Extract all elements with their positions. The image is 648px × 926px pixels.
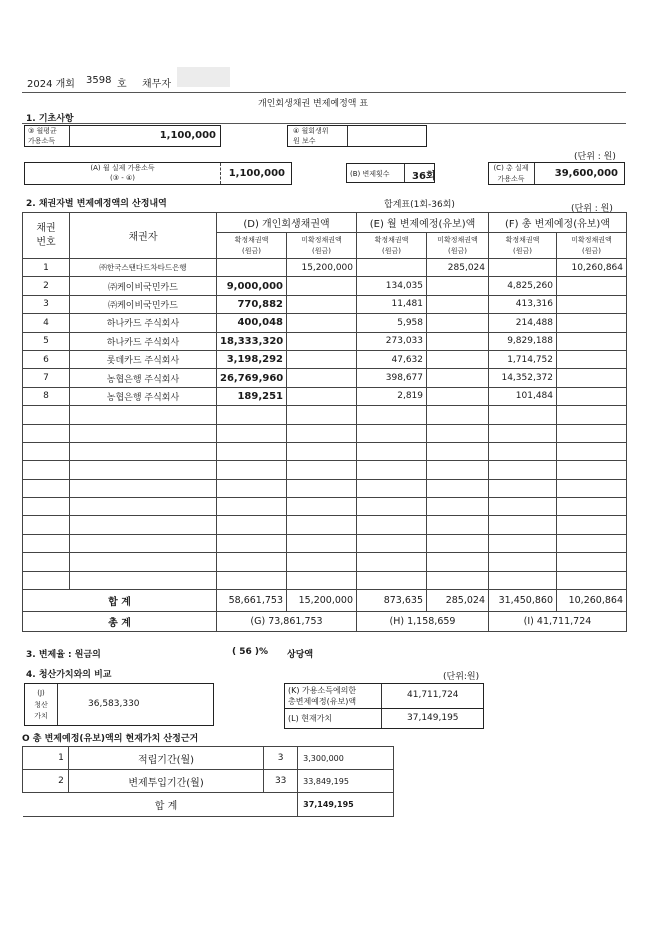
table-row — [23, 387, 627, 405]
cell-e-u — [427, 571, 489, 589]
creditor-name — [70, 553, 217, 571]
creditor-name — [70, 498, 217, 516]
subtotal-d-confirmed: 58,661,753 — [217, 590, 287, 612]
row-number: 8 — [23, 387, 70, 405]
pv-total-label: 합 계 — [68, 793, 263, 817]
cell-e-c — [357, 534, 427, 552]
table-row-empty — [23, 424, 627, 442]
cell-e-c — [357, 461, 427, 479]
pv-row-number: 2 — [23, 770, 69, 793]
table-row-empty — [23, 498, 627, 516]
subtotal-e-unconfirmed: 285,024 — [427, 590, 489, 612]
cell-f-c — [489, 479, 557, 497]
cell-d-u — [287, 277, 357, 295]
row-number — [23, 534, 70, 552]
cell-e-c: 11,481 — [357, 295, 427, 313]
table-row-empty — [23, 553, 627, 571]
present-value-title: O 총 변제예정(유보)액의 현재가치 산정근거 — [22, 734, 199, 744]
creditor-name: 농협은행 주식회사 — [70, 387, 217, 405]
cell-f-c — [489, 498, 557, 516]
redacted-debtor-name — [177, 67, 230, 87]
cell-f-u — [557, 277, 627, 295]
creditor-table — [22, 212, 627, 632]
repay-rate-value: ( 56 )% — [232, 647, 269, 657]
section-basics-title: 1. 기초사항 — [26, 114, 74, 124]
cell-f-u — [557, 369, 627, 387]
box-b — [346, 163, 435, 183]
creditor-name — [70, 479, 217, 497]
cell-d-c — [217, 406, 287, 424]
k-label-1: (K) 가용소득에의한 — [288, 686, 357, 695]
repay-rate-label: 3. 변제율 : 원금의 — [26, 650, 101, 660]
document-title: 개인회생채권 변제예정액 표 — [258, 99, 369, 109]
b-value: 36회 — [412, 171, 436, 182]
cell-f-u — [557, 571, 627, 589]
cell-e-u — [427, 295, 489, 313]
section-creditors-title: 2. 채권자별 변제예정액의 산정내역 — [26, 199, 167, 209]
cell-f-u — [557, 442, 627, 460]
creditor-name: ㈜케이비국민카드 — [70, 277, 217, 295]
cell-e-u — [427, 332, 489, 350]
table-row — [23, 295, 627, 313]
row-number: 7 — [23, 369, 70, 387]
cell-f-c — [489, 461, 557, 479]
pv-row-amount: 3,300,000 — [298, 747, 394, 770]
cell-d-u — [287, 387, 357, 405]
cell-f-c: 4,825,260 — [489, 277, 557, 295]
cell-d-c — [217, 442, 287, 460]
creditor-name — [70, 534, 217, 552]
header-name: 채권자 — [70, 213, 217, 259]
cell-d-u — [287, 553, 357, 571]
row-number — [23, 498, 70, 516]
cell-d-c: 189,251 — [217, 387, 287, 405]
cell-e-u — [427, 442, 489, 460]
cell-f-u — [557, 387, 627, 405]
cell-f-u: 10,260,864 — [557, 259, 627, 277]
pv-row — [23, 747, 394, 770]
table-row — [23, 277, 627, 295]
table-row — [23, 369, 627, 387]
table-row-empty — [23, 516, 627, 534]
c-label-2: 가용소득 — [497, 175, 525, 183]
table-row — [23, 259, 627, 277]
cell-d-c — [217, 259, 287, 277]
cell-f-u — [557, 295, 627, 313]
creditor-name — [70, 516, 217, 534]
cell-d-c: 9,000,000 — [217, 277, 287, 295]
box-c — [488, 162, 625, 185]
cell-f-u — [557, 516, 627, 534]
row-number: 2 — [23, 277, 70, 295]
cell-e-c: 47,632 — [357, 350, 427, 368]
creditor-name — [70, 571, 217, 589]
cell-f-u — [557, 332, 627, 350]
row-number — [23, 571, 70, 589]
cell-f-c: 413,316 — [489, 295, 557, 313]
cell-d-c: 18,333,320 — [217, 332, 287, 350]
cell-d-c — [217, 498, 287, 516]
header-d: (D) 개인회생채권액 — [217, 213, 357, 233]
cell-e-c: 2,819 — [357, 387, 427, 405]
cell-d-u — [287, 332, 357, 350]
cell-d-c — [217, 553, 287, 571]
cell-e-u — [427, 277, 489, 295]
row-number — [23, 461, 70, 479]
cell-e-c — [357, 442, 427, 460]
cell-d-c: 3,198,292 — [217, 350, 287, 368]
cell-d-c: 770,882 — [217, 295, 287, 313]
cell-d-u — [287, 314, 357, 332]
cell-d-u — [287, 516, 357, 534]
cell-e-c — [357, 571, 427, 589]
cell-e-c — [357, 516, 427, 534]
subtotal-label: 합 계 — [23, 590, 217, 612]
cell-e-c — [357, 406, 427, 424]
subtotal-e-confirmed: 873,635 — [357, 590, 427, 612]
case-number: 3598 — [86, 75, 112, 86]
liquidation-value-box — [24, 683, 214, 726]
subtotal-f-confirmed: 31,450,860 — [489, 590, 557, 612]
cell-e-u — [427, 406, 489, 424]
cell-f-c — [489, 571, 557, 589]
cell-e-c: 134,035 — [357, 277, 427, 295]
monthly-income-box — [24, 125, 221, 147]
pv-row-months: 3 — [264, 747, 298, 770]
comparison-box — [284, 683, 484, 729]
creditor-name: 롯데카드 주식회사 — [70, 350, 217, 368]
table-row — [23, 332, 627, 350]
case-year: 2024 개회 — [27, 79, 75, 90]
creditors-unit: (단위 : 원) — [571, 204, 613, 214]
total-h: (H) 1,158,659 — [357, 612, 489, 632]
table-row — [23, 314, 627, 332]
j-value: 36,583,330 — [88, 699, 140, 709]
cell-d-u — [287, 350, 357, 368]
row-number: 5 — [23, 332, 70, 350]
cell-f-c — [489, 553, 557, 571]
debtor-label: 채무자 — [142, 79, 171, 90]
k-label-2: 총변제예정(유보)액 — [288, 697, 357, 706]
table-row-empty — [23, 461, 627, 479]
cell-d-c — [217, 516, 287, 534]
a-label-1: (A) 월 실제 가용소득 — [90, 164, 155, 172]
c-label-1: (C) 총 실제 — [493, 164, 529, 172]
cell-d-u — [287, 424, 357, 442]
table-row-empty — [23, 406, 627, 424]
table-row-empty — [23, 479, 627, 497]
pv-row-amount: 33,849,195 — [298, 770, 394, 793]
case-ho: 호 — [117, 79, 127, 90]
creditor-name: 하나카드 주식회사 — [70, 332, 217, 350]
table-row-empty — [23, 534, 627, 552]
table-row-empty — [23, 571, 627, 589]
present-value-table — [22, 746, 394, 817]
cell-d-c — [217, 571, 287, 589]
l-value: 37,149,195 — [407, 713, 459, 723]
cell-e-c — [357, 479, 427, 497]
j-label-2: 청산 — [34, 701, 48, 709]
monthly-income-value: 1,100,000 — [159, 130, 216, 141]
cell-e-u — [427, 553, 489, 571]
cell-f-c: 14,352,372 — [489, 369, 557, 387]
cell-f-c — [489, 406, 557, 424]
creditor-name: 농협은행 주식회사 — [70, 369, 217, 387]
b-label: (B) 변제횟수 — [350, 170, 390, 178]
sub-f-unconfirmed: 미확정채권액 (원금) — [557, 233, 627, 259]
cell-e-u — [427, 350, 489, 368]
box-a — [24, 162, 292, 185]
table-row — [23, 350, 627, 368]
cell-f-c: 214,488 — [489, 314, 557, 332]
subtotal-d-unconfirmed: 15,200,000 — [287, 590, 357, 612]
cell-e-c — [357, 553, 427, 571]
creditor-name — [70, 406, 217, 424]
header-f: (F) 총 변제예정(유보)액 — [489, 213, 627, 233]
cell-f-u — [557, 534, 627, 552]
cell-f-u — [557, 553, 627, 571]
row-number: 4 — [23, 314, 70, 332]
row-number — [23, 442, 70, 460]
cell-e-u: 285,024 — [427, 259, 489, 277]
creditor-name — [70, 461, 217, 479]
cell-d-u — [287, 369, 357, 387]
creditor-name: ㈜케이비국민카드 — [70, 295, 217, 313]
cell-f-c — [489, 442, 557, 460]
j-label-3: 가치 — [34, 712, 48, 720]
cell-f-c — [489, 534, 557, 552]
pv-row-label: 적립기간(월) — [68, 747, 263, 770]
cell-e-c — [357, 259, 427, 277]
row-number: 1 — [23, 259, 70, 277]
cell-d-u — [287, 295, 357, 313]
l-label: (L) 현재가치 — [288, 714, 333, 723]
sub-f-confirmed: 확정채권액 (원금) — [489, 233, 557, 259]
row-number — [23, 479, 70, 497]
cell-f-u — [557, 479, 627, 497]
header-e: (E) 월 변제예정(유보)액 — [357, 213, 489, 233]
sub-e-unconfirmed: 미확정채권액 (원금) — [427, 233, 489, 259]
a-value: 1,100,000 — [228, 168, 285, 179]
cell-d-u — [287, 479, 357, 497]
table-row-empty — [23, 442, 627, 460]
section-liquidation-title: 4. 청산가치와의 비교 — [26, 670, 112, 680]
table-note: 합계표(1회-36회) — [384, 200, 455, 210]
row-number — [23, 424, 70, 442]
header-rule — [22, 92, 626, 93]
cell-f-c: 1,714,752 — [489, 350, 557, 368]
cell-d-c — [217, 534, 287, 552]
sub-e-confirmed: 확정채권액 (원금) — [357, 233, 427, 259]
subtotal-f-unconfirmed: 10,260,864 — [557, 590, 627, 612]
cell-e-u — [427, 534, 489, 552]
cell-d-c — [217, 461, 287, 479]
row-number: 6 — [23, 350, 70, 368]
cell-f-u — [557, 461, 627, 479]
sub-d-confirmed: 확정채권액 (원금) — [217, 233, 287, 259]
trustee-fee-box — [287, 125, 427, 147]
cell-f-c — [489, 424, 557, 442]
cell-e-u — [427, 479, 489, 497]
row-number — [23, 406, 70, 424]
pv-total-amount: 37,149,195 — [298, 793, 394, 817]
cell-f-c — [489, 516, 557, 534]
cell-f-u — [557, 498, 627, 516]
liquidation-unit: (단위:원) — [443, 672, 480, 682]
cell-e-u — [427, 498, 489, 516]
total-g: (G) 73,861,753 — [217, 612, 357, 632]
cell-e-c — [357, 498, 427, 516]
cell-d-c: 400,048 — [217, 314, 287, 332]
cell-e-c: 398,677 — [357, 369, 427, 387]
cell-e-u — [427, 424, 489, 442]
cell-d-c — [217, 424, 287, 442]
cell-e-u — [427, 516, 489, 534]
cell-f-u — [557, 314, 627, 332]
cell-e-c: 5,958 — [357, 314, 427, 332]
cell-f-u — [557, 424, 627, 442]
total-label: 총 계 — [23, 612, 217, 632]
cell-d-u — [287, 406, 357, 424]
cell-d-u — [287, 498, 357, 516]
pv-row-label: 변제투입기간(월) — [68, 770, 263, 793]
monthly-income-label-1: ③ 월평균 — [28, 127, 57, 135]
row-number: 3 — [23, 295, 70, 313]
pv-row-months: 33 — [264, 770, 298, 793]
section-basics-rule — [22, 123, 626, 124]
pv-row — [23, 770, 394, 793]
creditor-name: 하나카드 주식회사 — [70, 314, 217, 332]
cell-e-u — [427, 387, 489, 405]
row-number — [23, 516, 70, 534]
k-value: 41,711,724 — [407, 690, 459, 700]
row-number — [23, 553, 70, 571]
cell-d-c — [217, 479, 287, 497]
j-label-1: (J) — [37, 689, 45, 697]
cell-d-u — [287, 442, 357, 460]
a-label-2: (③ - ④) — [110, 174, 135, 182]
cell-f-u — [557, 350, 627, 368]
sub-d-unconfirmed: 미확정채권액 (원금) — [287, 233, 357, 259]
cell-d-c: 26,769,960 — [217, 369, 287, 387]
cell-e-u — [427, 369, 489, 387]
cell-f-c: 9,829,188 — [489, 332, 557, 350]
cell-d-u — [287, 461, 357, 479]
cell-e-u — [427, 461, 489, 479]
trustee-fee-label-1: ④ 월회생위 — [293, 127, 329, 135]
header-no: 채권 번호 — [23, 213, 70, 259]
creditor-name — [70, 424, 217, 442]
cell-d-u — [287, 534, 357, 552]
cell-f-u — [557, 406, 627, 424]
trustee-fee-label-2: 원 보수 — [293, 137, 316, 145]
repay-rate-suffix: 상당액 — [287, 650, 314, 660]
pv-row-number: 1 — [23, 747, 69, 770]
cell-e-u — [427, 314, 489, 332]
cell-d-u — [287, 571, 357, 589]
cell-e-c — [357, 424, 427, 442]
cell-f-c — [489, 259, 557, 277]
creditor-name — [70, 442, 217, 460]
basics-unit: (단위 : 원) — [574, 152, 616, 162]
c-value: 39,600,000 — [554, 168, 618, 179]
cell-d-u: 15,200,000 — [287, 259, 357, 277]
monthly-income-label-2: 가용소득 — [28, 137, 56, 145]
total-i: (I) 41,711,724 — [489, 612, 627, 632]
creditor-name: ㈜한국스탠다드차타드은행 — [70, 259, 217, 277]
cell-f-c: 101,484 — [489, 387, 557, 405]
cell-e-c: 273,033 — [357, 332, 427, 350]
